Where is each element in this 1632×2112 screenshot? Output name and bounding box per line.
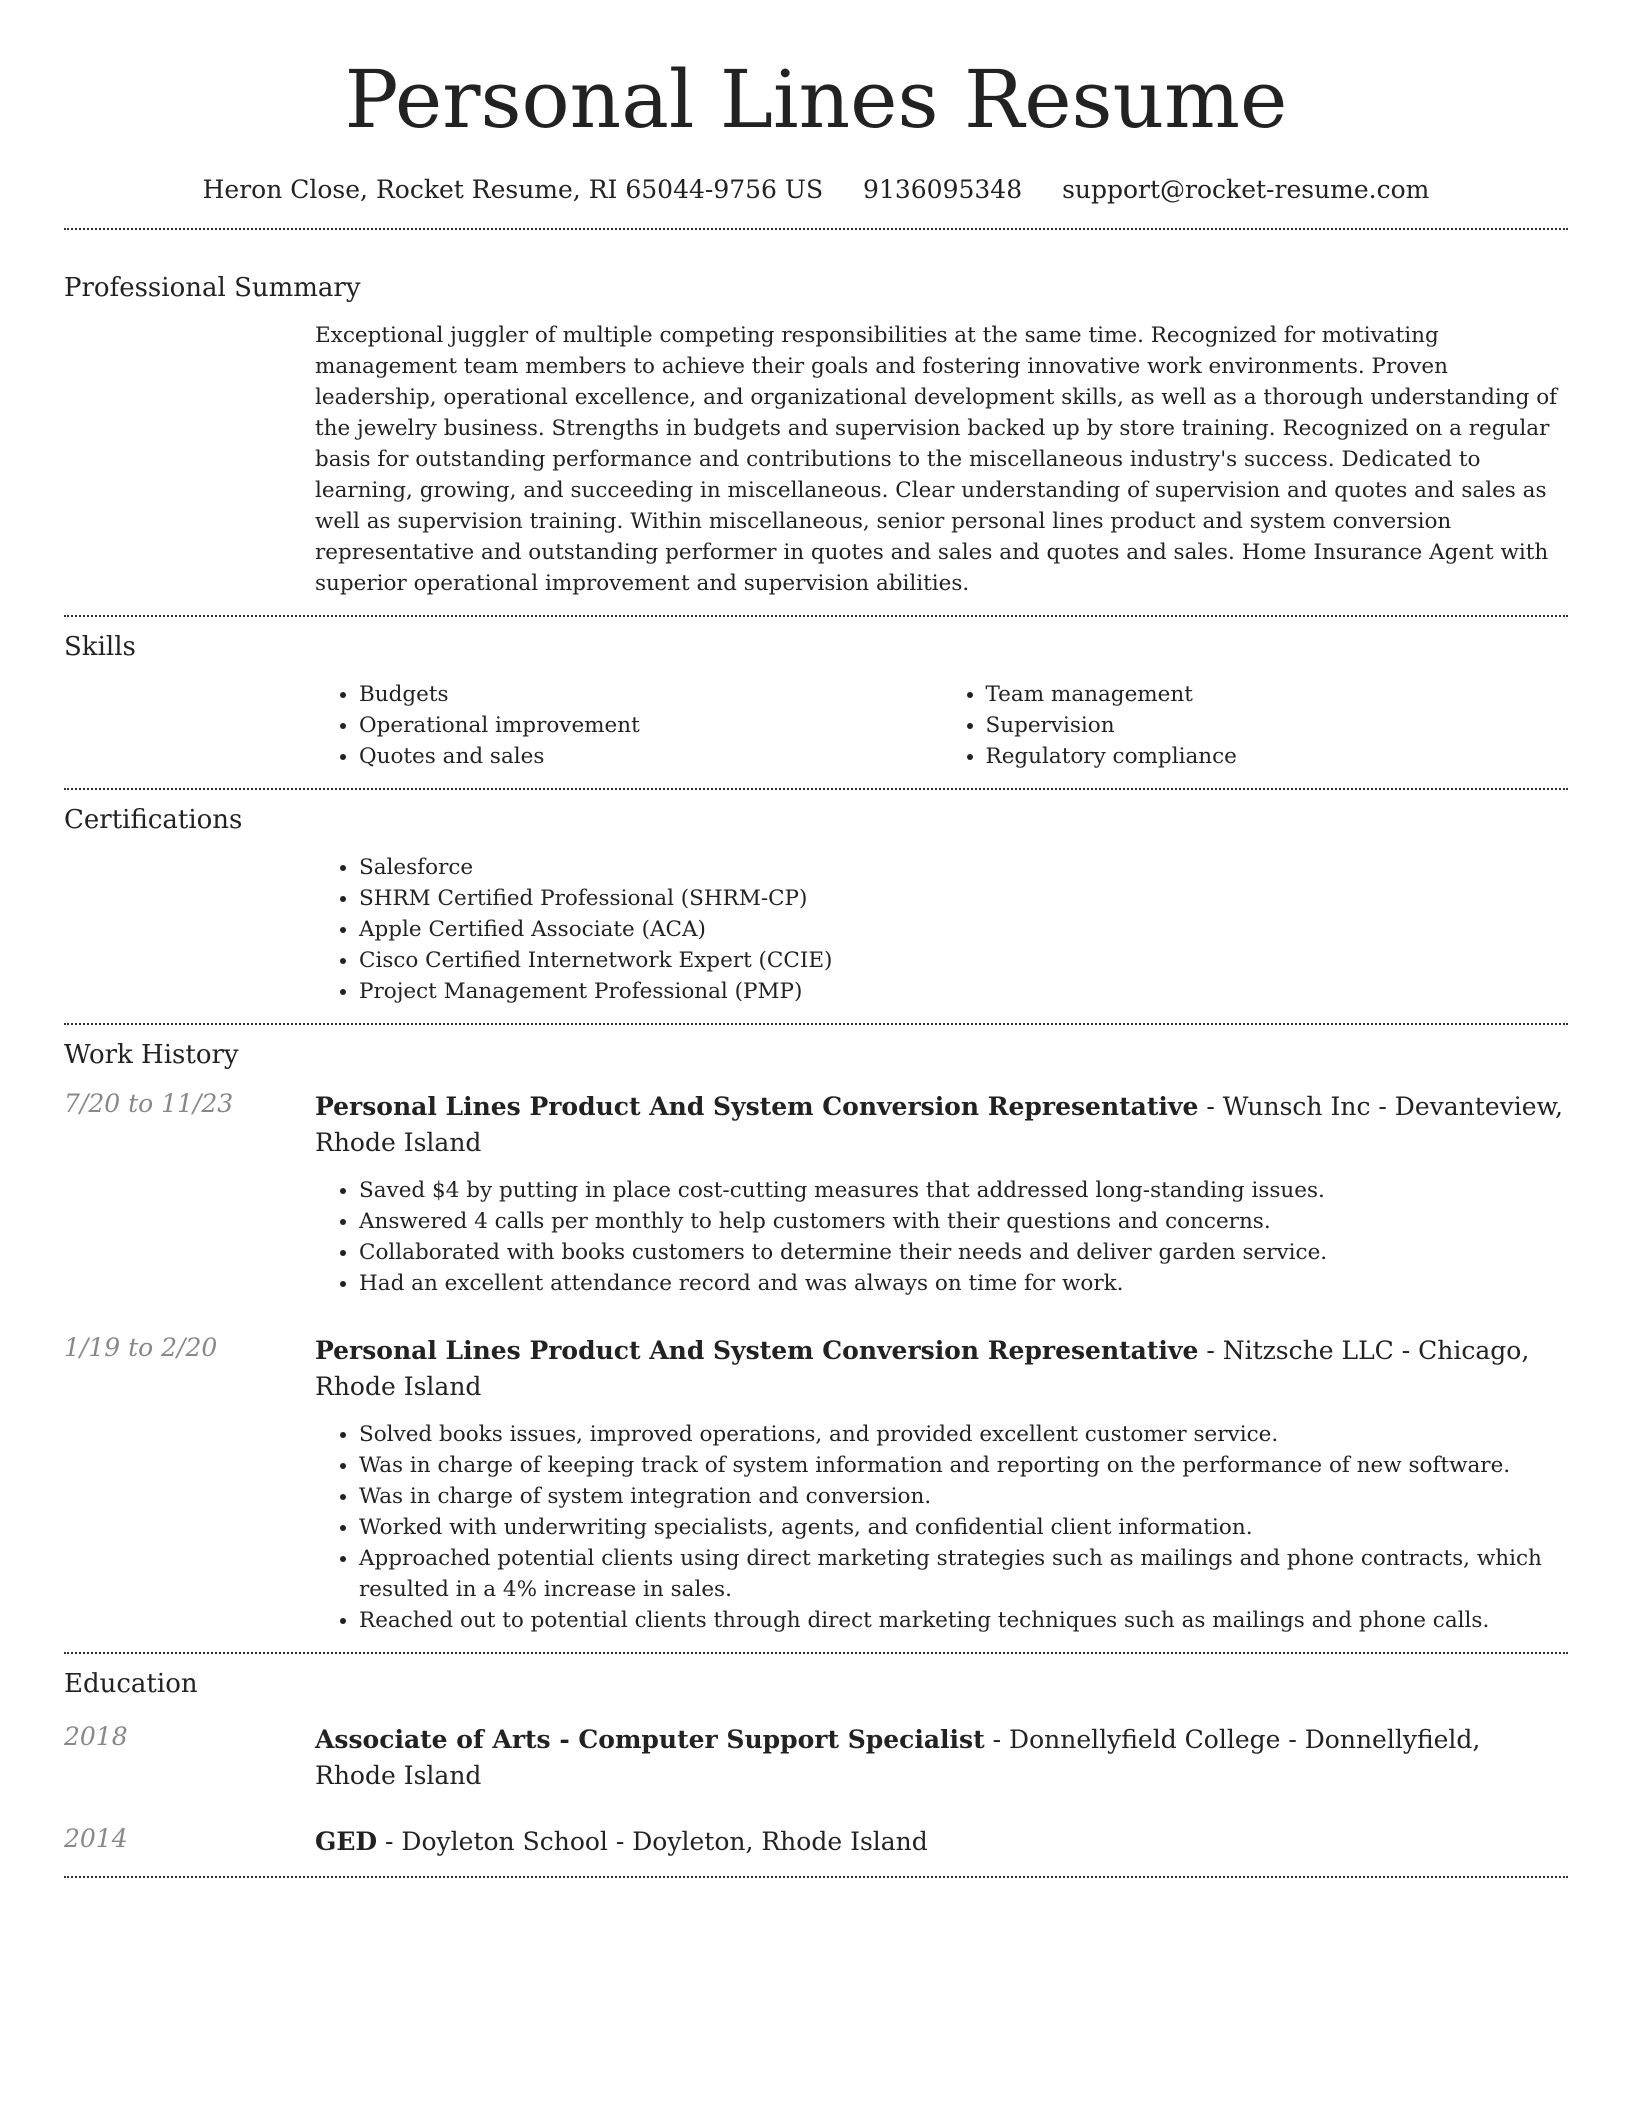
job-bullet: • Answered 4 calls per monthly to help customers with their questions and concerns. bbox=[359, 1206, 1568, 1237]
section-divider bbox=[64, 1023, 1568, 1025]
skill-item: • Budgets bbox=[359, 679, 942, 710]
skill-item: • Operational improvement bbox=[359, 710, 942, 741]
job-entry bbox=[64, 1089, 1568, 1299]
education-school: - Doyleton School - Doyleton, Rhode Island bbox=[377, 1827, 928, 1856]
certification-item: • Project Management Professional (PMP) bbox=[359, 976, 1568, 1007]
job-bullet: • Reached out to potential clients through direct marketing techniques such as mailings and phone calls. bbox=[359, 1605, 1568, 1636]
certification-item: • Apple Certified Associate (ACA) bbox=[359, 914, 1568, 945]
job-company-location: - Wunsch Inc - Devanteview, Rhode Island bbox=[315, 1092, 1563, 1157]
section-divider bbox=[64, 1876, 1568, 1878]
skill-item: • Quotes and sales bbox=[359, 741, 942, 772]
education-year: 2014 bbox=[64, 1824, 128, 1853]
job-heading bbox=[315, 1333, 1568, 1405]
contact-address: Heron Close, Rocket Resume, RI 65044-9756 US bbox=[202, 175, 824, 204]
education-heading bbox=[315, 1722, 1568, 1794]
job-entry bbox=[64, 1333, 1568, 1636]
job-bullets bbox=[315, 1175, 1568, 1299]
contact-line bbox=[64, 170, 1568, 210]
education-entry bbox=[64, 1722, 1568, 1794]
education-section bbox=[64, 1666, 1568, 1860]
section-divider bbox=[64, 1652, 1568, 1654]
job-bullets bbox=[315, 1419, 1568, 1636]
work-history-title: Work History bbox=[64, 1040, 239, 1070]
skill-item: • Regulatory compliance bbox=[986, 741, 1569, 772]
education-title: Education bbox=[64, 1669, 198, 1699]
skills-title: Skills bbox=[64, 632, 136, 662]
job-role: Personal Lines Product And System Conversion Representative bbox=[315, 1092, 1199, 1121]
job-role: Personal Lines Product And System Conversion Representative bbox=[315, 1336, 1199, 1365]
job-bullet: • Was in charge of keeping track of system information and reporting on the performance of new software. bbox=[359, 1450, 1568, 1481]
summary-text: Exceptional juggler of multiple competing responsibilities at the same time. Recognized for motivating management team members to achieve their goals and fostering innovative work environments. Proven leadership, operational excellence, and organizational development skills, as well as a thorough understanding of the jewelry business. Strengths in budgets and supervision backed up by store training. Recognized on a regular basis for outstanding performance and contributions to the miscellaneous industry's success. Dedicated to learning, growing, and succeeding in miscellaneous. Clear understanding of supervision and quotes and sales as well as supervision training. Within miscellaneous, senior personal lines product and system conversion representative and outstanding performer in quotes and sales and quotes and sales. Home Insurance Agent with superior operational improvement and supervision abilities. bbox=[315, 323, 1558, 596]
job-heading bbox=[315, 1089, 1568, 1161]
section-divider bbox=[64, 788, 1568, 790]
contact-email[interactable]: support@rocket-resume.com bbox=[1062, 175, 1430, 204]
certifications-list bbox=[315, 852, 1568, 1007]
education-school: - Donnellyfield College - Donnellyfield, Rhode Island bbox=[315, 1725, 1481, 1790]
education-degree: GED bbox=[315, 1827, 378, 1856]
education-heading bbox=[315, 1824, 1568, 1860]
contact-phone: 9136095348 bbox=[863, 175, 1023, 204]
section-divider bbox=[64, 615, 1568, 617]
job-bullet: • Worked with underwriting specialists, agents, and confidential client information. bbox=[359, 1512, 1568, 1543]
job-dates: 7/20 to 11/23 bbox=[64, 1089, 234, 1118]
certification-item: • Salesforce bbox=[359, 852, 1568, 883]
work-history-section bbox=[64, 1037, 1568, 1636]
summary-title: Professional Summary bbox=[64, 273, 361, 303]
job-bullet: • Approached potential clients using direct marketing strategies such as mailings and phone contracts, which resulted in a 4% increase in sales. bbox=[359, 1543, 1568, 1605]
summary-section bbox=[64, 270, 1568, 599]
skill-item: • Supervision bbox=[986, 710, 1569, 741]
job-bullet: • Collaborated with books customers to determine their needs and deliver garden service. bbox=[359, 1237, 1568, 1268]
skills-list bbox=[315, 679, 1568, 772]
job-bullet: • Had an excellent attendance record and was always on time for work. bbox=[359, 1268, 1568, 1299]
certification-item: • SHRM Certified Professional (SHRM-CP) bbox=[359, 883, 1568, 914]
skill-item: • Team management bbox=[986, 679, 1569, 710]
job-dates: 1/19 to 2/20 bbox=[64, 1333, 218, 1362]
job-bullet: • Solved books issues, improved operations, and provided excellent customer service. bbox=[359, 1419, 1568, 1450]
education-entry bbox=[64, 1824, 1568, 1860]
education-year: 2018 bbox=[64, 1722, 128, 1751]
skills-column-right bbox=[942, 679, 1569, 772]
job-bullet: • Saved $4 by putting in place cost-cutting measures that addressed long-standing issues. bbox=[359, 1175, 1568, 1206]
education-degree: Associate of Arts - Computer Support Specialist bbox=[315, 1725, 985, 1754]
certification-item: • Cisco Certified Internetwork Expert (CCIE) bbox=[359, 945, 1568, 976]
certifications-section bbox=[64, 802, 1568, 1007]
job-bullet: • Was in charge of system integration and conversion. bbox=[359, 1481, 1568, 1512]
section-divider bbox=[64, 228, 1568, 230]
skills-section bbox=[64, 629, 1568, 772]
skills-column-left bbox=[315, 679, 942, 772]
certifications-title: Certifications bbox=[64, 805, 243, 835]
resume-title: Personal Lines Resume bbox=[344, 53, 1288, 146]
job-company-location: - Nitzsche LLC - Chicago, Rhode Island bbox=[315, 1336, 1530, 1401]
